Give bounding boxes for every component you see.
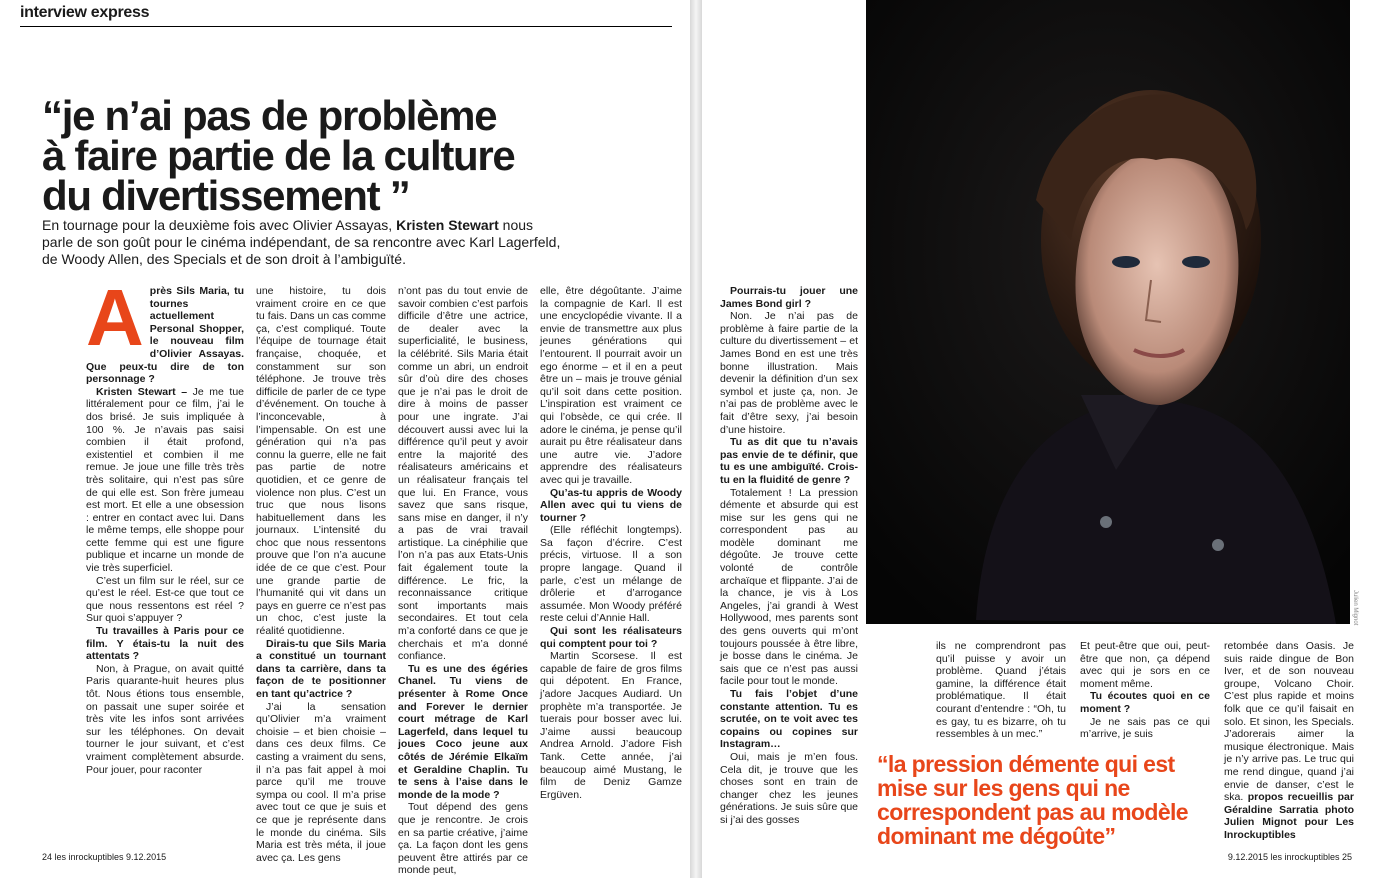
answer-text: Je me tue littéralement pour ce film, j’ai le dos brisé. Je suis impliquée à 100 %. Je n’avais pas saisi combien il était profond, existentiel et combien il me remue. Je joue une fille très très très solitaire, qui n’est pas sûre de qui elle est. Son frère jumeau est mort. Et elle a une obsession : entrer en contact avec lui. Dans le même temps, elle shoppe pour cette femme qui est une figure publique et incarne un monde de vie très superficiel. [86,385,244,575]
interview-question: Tu travailles à Paris pour ce film. Y étais-tu la nuit des attentats ? [86,625,244,663]
pull-quote-line: dominant me dégoûte” [877,823,1116,849]
rubric-divider [20,26,672,27]
interview-question: Tu es une des égéries Chanel. Tu viens de présenter à Rome Once and Forever le dernier court métrage de Karl Lagerfeld, dans lequel tu joues Coco jeune aux côtés de Jérémie Elkaïm et Geraldine Chaplin. Tu te sens à l’aise dans le monde de la mode ? [398,662,528,801]
interview-question: près Sils Maria, tu tournes actuellement Personal Shopper, le nouveau film d’Olivier Assayas. Que peux-tu dire de ton personnage ? [86,285,244,386]
intro-paragraph [42,217,562,268]
interview-answer: (Elle réfléchit longtemps). Sa façon d’écrire. C’est précis, virtuose. Il a son propre langage. Quand il parle, c’est un mélange de drôlerie et d’arrogance assumée. Mon Woody préféré reste celui d’Annie Hall. [540,524,682,625]
intro-name: Kristen Stewart [396,217,499,233]
interview-answer: Je ne sais pas ce qui m’arrive, je suis [1080,715,1210,741]
interview-question: Dirais-tu que Sils Maria a constitué un tournant dans ta carrière, dans ta façon de te positionner en tant qu’actrice ? [256,637,386,700]
article-column-2 [256,285,386,864]
page-gutter [690,0,702,878]
interview-answer: Tout dépend des gens que je rencontre. Je crois en sa partie créative, j’aime ça. La façon dont les gens peuvent être attirés par ce monde peut, [398,801,528,877]
portrait-image [866,0,1350,624]
interview-question: Tu as dit que tu n’avais pas envie de te définir, que tu es une ambiguïté. Crois-tu en la fluidité de genre ? [720,436,858,486]
interview-answer: Oui, mais je m’en fous. Cela dit, je trouve que les choses sont en train de changer chez les jeunes générations. Je suis sûre que si j’ai des gosses [720,750,858,826]
interview-answer: n’ont pas du tout envie de savoir combien c’est parfois difficile d’être une actrice, de dealer avec la superficialité, le business, la célébrité. Sils Maria était comme un abri, un endroit sûr d’où dire des choses que je n’ai pas le droit de dire à moins de passer pour une ingrate. J’ai découvert aussi avec lui la différence qu’il peut y avoir entre la majorité des réalisateurs américains et un réalisateur français tel que lui. En France, vous savez que sans risque, sans mise en danger, il n’y a pas de vrai travail artistique. La cinéphilie que l’on n’a pas aux Etats-Unis fait également toute la différence. Le fric, la reconnaissance critique sont importants mais secondaires. Et tout cela m’a conforté dans ce que je cherchais et m’a donné confiance. [398,285,528,663]
pull-quote-line: mise sur les gens qui ne [877,775,1130,801]
headline [42,92,642,219]
interview-answer: Martin Scorsese. Il est capable de faire de gros films qui dépotent. En France, j’adore Jacques Audiard. Un prophète m’a transportée. Je tuerais pour bosser avec lui. J’aime aussi beaucoup Andrea Arnold. J’adore Fish Tank. Cette année, j’ai beaucoup aimé Mustang, le film de Deniz Gamze Ergüven. [540,650,682,801]
interview-question: Qu’as-tu appris de Woody Allen avec qui tu viens de tourner ? [540,486,682,524]
page-folio: 9.12.2015 les inrockuptibles 25 [1227,852,1352,862]
interview-answer: retombée dans Oasis. Je suis raide dingue de Bon Iver, et de son nouveau groupe, Volcano Choir. C’est plus rapide et moins folk que ce qu’il faisait en solo. Et sinon, les Specials. J’adorerais aimer la musique électronique. Mais je n’y arrive pas. Le truc qui me rend dingue, quand j’ai envie de danser, c’est le ska. propos recueillis par Géraldine Sarratia photo Julien Mignot pour Les Inrockuptibles [1224,640,1354,841]
article-column-6 [936,640,1066,741]
interview-answer [86,386,244,575]
article-column-8 [1224,640,1354,840]
article-credits: propos recueillis par Géraldine Sarratia photo Julien Mignot pour Les Inrockuptibles [1224,791,1354,841]
interview-answer: J’ai la sensation qu’Olivier m’a vraiment choisie – et bien choisie – dans ces deux films. Ce casting a vraiment du sens, il n’a pas fait appel à moi parce qu’il me trouve sympa ou cool. Il m’a prise avec tout ce que je suis et ce que je représente dans le monde du cinéma. Sils Maria est très méta, il joue avec ça. Les gens [256,700,386,864]
drop-cap: A [86,273,144,362]
pull-quote-line: “la pression démente qui est [877,751,1175,777]
interview-answer: ils ne comprendront pas qu’il puisse y avoir un problème. Quand j’étais gamine, la différence était problématique. Il était courant d’entendre : “Oh, tu es gay, tu es bizarre, oh tu ressembles à un mec.” [936,640,1066,741]
interview-question: Tu fais l’objet d’une constante attention. Tu es scrutée, on te voit avec tes copains ou copines sur Instagram… [720,688,858,751]
intro-text: En tournage pour la deuxième fois avec Olivier Assayas, [42,217,397,233]
interview-answer: elle, être dégoûtante. J’aime la compagnie de Karl. Il est une encyclopédie vivante. Il a envie de transmettre aux plus jeunes générations qui l’entourent. Il pourrait avoir un ego énorme – et il en a peut être un – mais je trouve génial qu’il soit dans cette position. L’inspiration est vraiment ce qui l’obsède, ce qui crée. Il adore le cinéma, je pense qu’il aurait pu être réalisateur dans une autre vie. J’adore apprendre des réalisateurs avec qui je travaille. [540,285,682,486]
interview-answer: Et peut-être que oui, peut-être que non, ça dépend avec qui je sors en ce moment même. [1080,640,1210,690]
headline-line: à faire partie de la culture [42,132,515,179]
interview-answer: Non, à Prague, on avait quitté Paris quarante-huit heures plus tôt. Nous étions tous ensemble, on passait une super soirée et très vite les infos sont arrivées sur les téléphones. On devait tourner le jour suivant, et c’est vraiment complètement absurde. Pour jouer, pour raconter [86,662,244,776]
headline-line: du divertissement ” [42,172,410,219]
left-page [0,0,690,878]
interview-answer: Totalement ! La pression démente et absurde qui est mise sur les gens qui ne correspondent pas au modèle dominant me dégoûte. Je trouve cette volonté de contrôle archaïque et flippante. J’ai de la chance, je vis à Los Angeles, j’ai grandi à West Hollywood, mes parents sont des gens ouverts qui m’ont toujours poussée à être libre, je bosse dans le cinéma. Je sais que ce n’est pas aussi facile pour tout le monde. [720,486,858,688]
interview-answer: une histoire, tu dois vraiment croire en ce que tu fais. Dans un cas comme ça, c’est compliqué. Toute l’équipe de tournage était française, choquée, et constamment sur son téléphone. Je trouve très difficile de parler de ce type d’événement. On touche à l’inconcevable, à l’impensable. On est une génération qui n’a pas connu la guerre, elle ne fait pas partie de notre quotidien, et ce genre de violence non plus. C’est un truc que nous lisons habituellement dans les journaux. L’intensité du choc que nous ressentons prouve que l’on n’a aucune idée de ce que c’est. Pour une grande partie de l’humanité qui vit dans un pays en guerre ce n’est pas un choc, c’est juste la réalité quotidienne. [256,285,386,638]
interview-question: Qui sont les réalisateurs qui comptent pour toi ? [540,625,682,650]
photo-credit: Julien Mignot [1352,590,1358,626]
article-column-5 [720,285,858,845]
article-column-4 [540,285,682,845]
interview-question: Pourrais-tu jouer une James Bond girl ? [720,285,858,310]
interview-question: Tu écoutes quoi en ce moment ? [1080,690,1210,715]
page-folio: 24 les inrockuptibles 9.12.2015 [42,852,167,862]
article-column-1 [86,273,244,845]
pull-quote-line: correspondent pas au modèle [877,799,1188,825]
interview-answer: C’est un film sur le réel, sur ce qu’est le réel. Est-ce que tout ce que nous ressentons est réel ? Sur quoi s’appuyer ? [86,574,244,625]
interview-answer: Non. Je n’ai pas de problème à faire partie de la culture du divertissement – et James Bond en est une très bonne illustration. Mais devenir la définition d’un sex symbol et juste ça, non. Je n’ai pas de problème avec le fait d’être sexy, j’ai besoin d’une histoire. [720,310,858,436]
article-column-7 [1080,640,1210,741]
headline-line: “je n’ai pas de problème [42,92,497,139]
pull-quote [877,752,1207,848]
speaker-name: Kristen Stewart – [96,385,188,398]
section-rubric: interview express [20,4,150,21]
intro-text: nous parle de son goût pour le cinéma indépendant, de sa rencontre avec Karl Lagerfeld, de Woody Allen, des Specials et de son droit à l’ambiguïté. [42,217,561,267]
portrait-photo [866,0,1350,624]
article-column-3 [398,285,528,877]
